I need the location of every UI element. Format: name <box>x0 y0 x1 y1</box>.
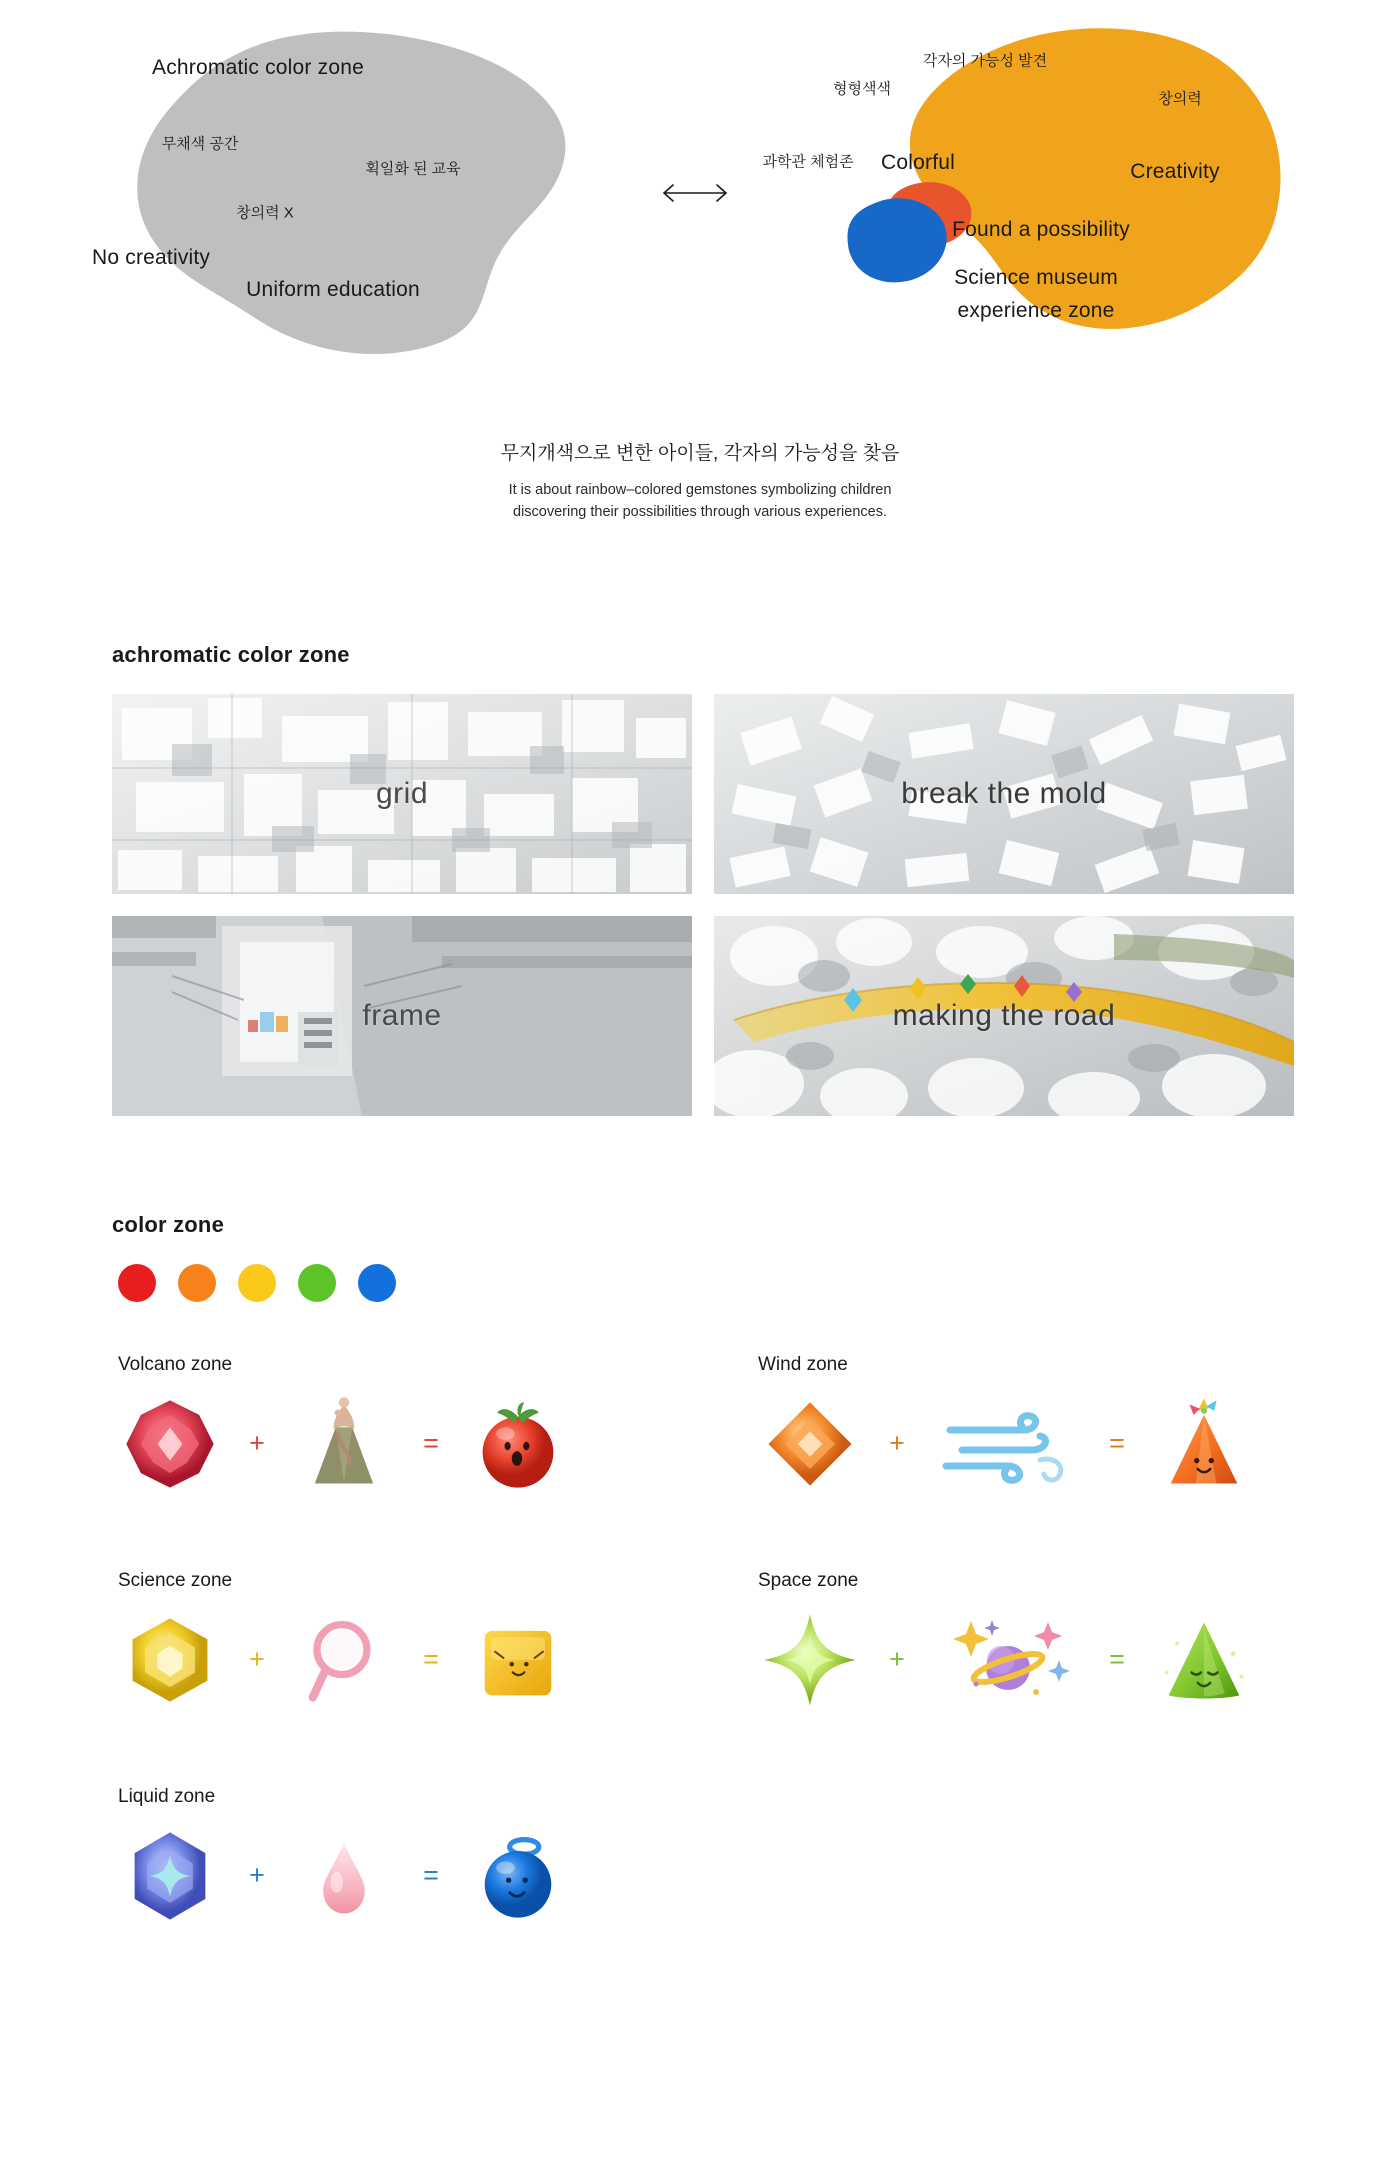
yellow-gem-icon <box>118 1608 222 1712</box>
equation-science <box>118 1608 758 1712</box>
label-experience-zone: experience zone <box>957 299 1115 322</box>
achromatic-image-grid <box>112 694 1294 1116</box>
operator-equals-wind: = <box>1109 1428 1125 1459</box>
swatch-yellow[interactable] <box>238 1264 276 1302</box>
tile-label-break-the-mold: break the mold <box>901 776 1107 810</box>
tile-frame[interactable] <box>112 916 692 1116</box>
caption-english-line-1: It is about rainbow–colored gemstones symbolizing children <box>508 482 892 498</box>
label-hyeonghyeongsaeksaek: 형형색색 <box>833 80 891 98</box>
label-muchaesaek-gonggan: 무채색 공간 <box>161 135 239 153</box>
swatch-orange[interactable] <box>178 1264 216 1302</box>
operator-plus-science: + <box>249 1644 265 1675</box>
color-swatch-row <box>118 1264 1400 1302</box>
volcano-icon <box>292 1392 396 1496</box>
operator-equals-space: = <box>1109 1644 1125 1675</box>
zone-name-volcano: Volcano zone <box>118 1353 233 1375</box>
green-triangle-character-icon <box>1152 1608 1256 1712</box>
equation-space <box>758 1608 1398 1712</box>
magnifying-glass-icon <box>292 1608 396 1712</box>
section-title-color-zone: color zone <box>112 1211 225 1237</box>
caption-english-line-2: discovering their possibilities through various experiences. <box>513 504 887 521</box>
wind-swirls-icon <box>932 1392 1082 1496</box>
zone-name-science: Science zone <box>118 1569 233 1591</box>
zone-block-volcano <box>118 1354 758 1496</box>
zone-equations-grid <box>118 1354 1400 1928</box>
swatch-green[interactable] <box>298 1264 336 1302</box>
zone-block-liquid <box>118 1786 758 1928</box>
blue-gem-icon <box>118 1824 222 1928</box>
color-zone-section <box>0 1212 1400 1928</box>
left-right-arrow-icon <box>655 178 735 208</box>
label-creativity: Creativity <box>1130 160 1220 183</box>
label-uniform-education: Uniform education <box>246 278 420 301</box>
red-gem-icon <box>118 1392 222 1496</box>
equation-liquid <box>118 1824 758 1928</box>
label-gakjaui-ganeungseong: 각자의 가능성 발견 <box>922 52 1048 70</box>
tile-label-making-the-road: making the road <box>892 998 1116 1032</box>
operator-plus-space: + <box>889 1644 905 1675</box>
swatch-red[interactable] <box>118 1264 156 1302</box>
operator-plus-liquid: + <box>249 1860 265 1891</box>
operator-equals-liquid: = <box>423 1860 439 1891</box>
science-blue-blob-shape <box>845 195 955 285</box>
label-achromatic-color-zone: Achromatic color zone <box>152 56 364 79</box>
label-hoegilhwa-gyoyuk: 획일화 된 교육 <box>365 160 461 178</box>
equation-volcano <box>118 1392 758 1496</box>
blue-sphere-character-icon <box>466 1824 570 1928</box>
section-title-achromatic: achromatic color zone <box>112 641 350 667</box>
zone-block-science <box>118 1570 758 1712</box>
tile-grid[interactable] <box>112 694 692 894</box>
orange-cone-character-icon <box>1152 1392 1256 1496</box>
achromatic-color-zone-section <box>0 642 1400 1116</box>
tile-label-grid: grid <box>375 776 429 810</box>
label-science-museum: Science museum <box>954 266 1118 289</box>
swatch-blue[interactable] <box>358 1264 396 1302</box>
label-no-creativity: No creativity <box>92 246 211 269</box>
operator-equals-science: = <box>423 1644 439 1675</box>
label-found-a-possibility: Found a possibility <box>952 218 1130 241</box>
red-tomato-character-icon <box>466 1392 570 1496</box>
label-changuiryeok-x: 창의력 X <box>236 204 294 222</box>
water-droplet-icon <box>292 1824 396 1928</box>
zone-name-space: Space zone <box>758 1569 859 1591</box>
tile-label-frame: frame <box>362 998 442 1032</box>
concept-diagram <box>0 0 1400 400</box>
tile-making-the-road[interactable] <box>714 916 1294 1116</box>
operator-equals-volcano: = <box>423 1428 439 1459</box>
operator-plus-wind: + <box>889 1428 905 1459</box>
yellow-cube-character-icon <box>466 1608 570 1712</box>
orange-gem-icon <box>758 1392 862 1496</box>
zone-name-liquid: Liquid zone <box>118 1785 216 1807</box>
zone-block-space <box>758 1570 1398 1712</box>
bottom-spacer <box>0 1928 1400 2048</box>
equation-wind <box>758 1392 1398 1496</box>
green-gem-icon <box>758 1608 862 1712</box>
tile-break-the-mold[interactable] <box>714 694 1294 894</box>
caption-korean-title: 무지개색으로 변한 아이들, 각자의 가능성을 찾음 <box>500 443 900 464</box>
concept-caption <box>0 438 1400 524</box>
label-colorful: Colorful <box>881 151 955 174</box>
planet-and-stars-icon <box>932 1608 1082 1712</box>
label-gwahakgwan-chehyeomjon: 과학관 체험존 <box>762 153 854 171</box>
label-changuiryeok: 창의력 <box>1158 90 1202 108</box>
operator-plus-volcano: + <box>249 1428 265 1459</box>
zone-name-wind: Wind zone <box>758 1353 848 1375</box>
zone-block-wind <box>758 1354 1398 1496</box>
